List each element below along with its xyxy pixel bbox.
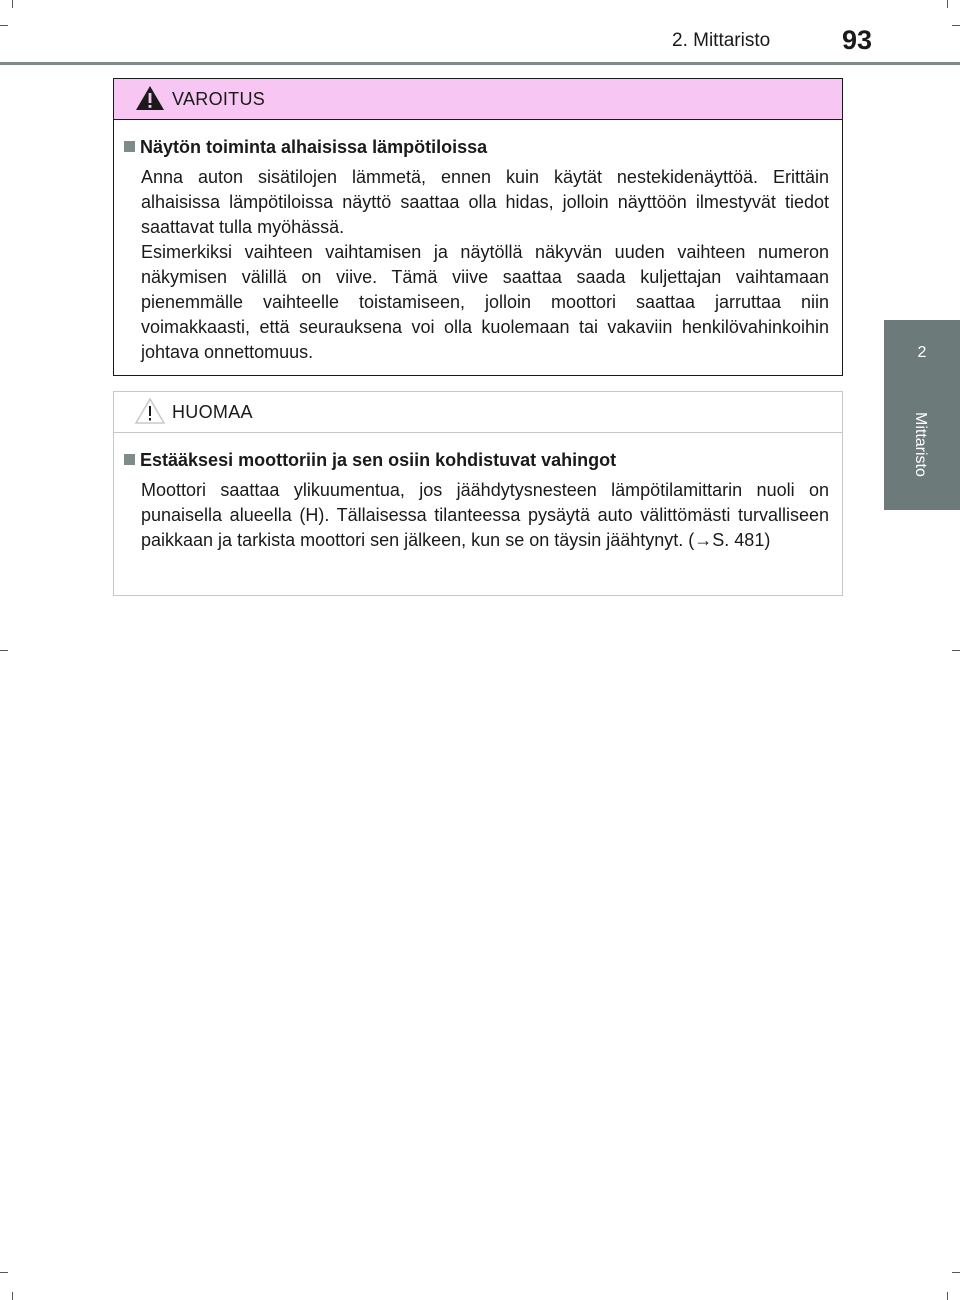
side-tab-number: 2 — [917, 344, 927, 361]
warning-box — [113, 78, 843, 376]
warning-paragraph: Esimerkiksi vaihteen vaihtamisen ja näytöllä näkyvän uuden vaihteen numeron näkymisen välillä on viive. Tämä viive saattaa saada kuljettajan vaihtamaan pienemmälle vaihteelle toistamiseen, jolloin moottori saattaa jarruttaa niin voimakkaasti, että seurauksena voi olla kuolemaan tai vakaviin henkilövahinkoihin johtava onnettomuus. — [141, 242, 829, 362]
notice-box-header — [114, 392, 842, 433]
page-number: 93 — [842, 25, 873, 55]
crop-mark — [12, 1292, 13, 1300]
chapter-side-tab — [884, 320, 960, 510]
crop-mark — [947, 0, 948, 8]
crop-mark — [952, 25, 960, 26]
crop-mark — [0, 1272, 8, 1273]
warning-box-header — [114, 79, 842, 120]
notice-title-text: Estääksesi moottoriin ja sen osiin kohdistuvat vahingot — [140, 450, 617, 470]
warning-label: VAROITUS — [172, 89, 266, 109]
crop-mark — [12, 0, 13, 8]
notice-section-title — [124, 450, 616, 471]
chapter-title: 2. Mittaristo — [672, 30, 771, 51]
warning-section-title — [124, 137, 487, 158]
square-bullet-icon — [124, 141, 135, 152]
warning-triangle-filled-icon — [135, 84, 165, 117]
crop-mark — [0, 650, 8, 651]
crop-mark — [952, 650, 960, 651]
notice-box — [113, 391, 843, 596]
crop-mark — [0, 25, 8, 26]
warning-triangle-outline-icon — [135, 397, 165, 430]
crop-mark — [947, 1292, 948, 1300]
square-bullet-icon — [124, 454, 135, 465]
warning-title-text: Näytön toiminta alhaisissa lämpötiloissa — [140, 137, 488, 157]
crop-mark — [952, 1272, 960, 1273]
notice-paragraph: Moottori saattaa ylikuumentua, jos jäähdytysnesteen lämpötilamittarin nuoli on punaisella alueella (H). Tällaisessa tilanteessa pysäytä auto välittömästi turvalliseen paikkaan ja tarkista moottori sen jälkeen, kun se on täysin jäähtynyt. (→S. 481) — [141, 480, 829, 550]
notice-label: HUOMAA — [172, 402, 253, 422]
notice-body — [141, 478, 829, 553]
side-tab-label: Mittaristo — [912, 412, 929, 477]
warning-body — [141, 165, 829, 365]
header-rule — [0, 62, 960, 65]
warning-paragraph: Anna auton sisätilojen lämmetä, ennen kuin käytät nestekidenäyttöä. Erittäin alhaisissa lämpötiloissa näyttö saattaa olla hidas, jolloin näyttöön ilmestyvät tiedot saattavat tulla myöhässä. — [141, 167, 829, 237]
